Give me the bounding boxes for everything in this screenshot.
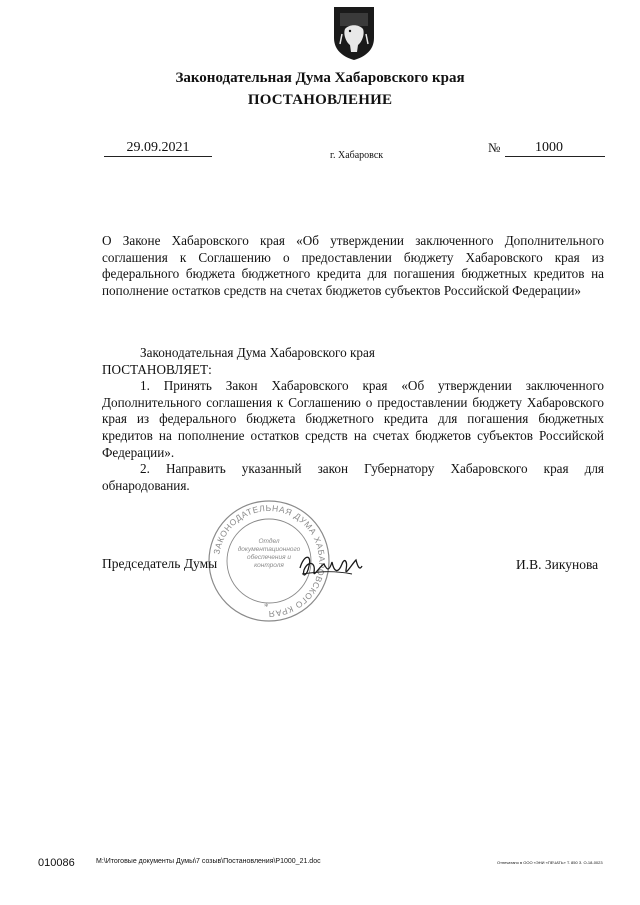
number-sign: № xyxy=(488,140,501,155)
stamp-center-text: Отдел документационного обеспечения и контроля xyxy=(237,538,301,569)
decree-item: 2. Направить указанный закон Губернатору Хабаровского края для обнародования. xyxy=(102,461,604,493)
coat-of-arms-emblem xyxy=(331,4,377,62)
footer-code: 010086 xyxy=(38,857,75,869)
organization-name: Законодательная Дума Хабаровского края xyxy=(175,70,465,86)
document-date: 29.09.2021 xyxy=(104,140,212,157)
document-type: ПОСТАНОВЛЕНИЕ xyxy=(247,92,393,108)
decree-item: 1. Принять Закон Хабаровского края «Об утверждении заключенного Дополнительного соглашения к Соглашению о предоставлении бюджету Хабаровского края из федерального бюджета бюджетного кредита для погашения бюджетных кредитов на пополнение остатков средств на счетах бюджетов субъектов Российской Федерации». xyxy=(102,378,604,460)
decree-body xyxy=(102,345,604,494)
document-title: О Законе Хабаровского края «Об утверждении заключенного Дополнительного соглашения к Соглашению о предоставлении бюджету Хабаровского края из федерального бюджета бюджетного кредита для погашения бюджетных кредитов на пополнение остатков средств на счетах бюджетов субъектов Российской Федерации» xyxy=(102,233,604,298)
stamp-star-icon: * xyxy=(264,602,269,612)
decree-verb: ПОСТАНОВЛЯЕТ: xyxy=(102,361,212,377)
stamp-ring-text: ЗАКОНОДАТЕЛЬНАЯ ДУМА ХАБАРОВСКОГО КРАЯ xyxy=(211,502,328,620)
document-city: г. Хабаровск xyxy=(330,150,384,161)
decree-body-name: Законодательная Дума Хабаровского края xyxy=(140,345,375,360)
document-number: 1000 xyxy=(505,140,605,157)
footer-file-path: M:\Итоговые документы Думы\7 созыв\Постановления\P1000_21.doc xyxy=(96,858,321,865)
signer-name: И.В. Зикунова xyxy=(516,557,599,572)
signer-position: Председатель Думы xyxy=(102,556,218,571)
footer-print-note: Отпечатано в ООО «ЭНИ «ПЕЧАТЬ» Т. 850 З. О-18-0023 xyxy=(497,860,603,865)
handwritten-signature xyxy=(296,548,366,584)
